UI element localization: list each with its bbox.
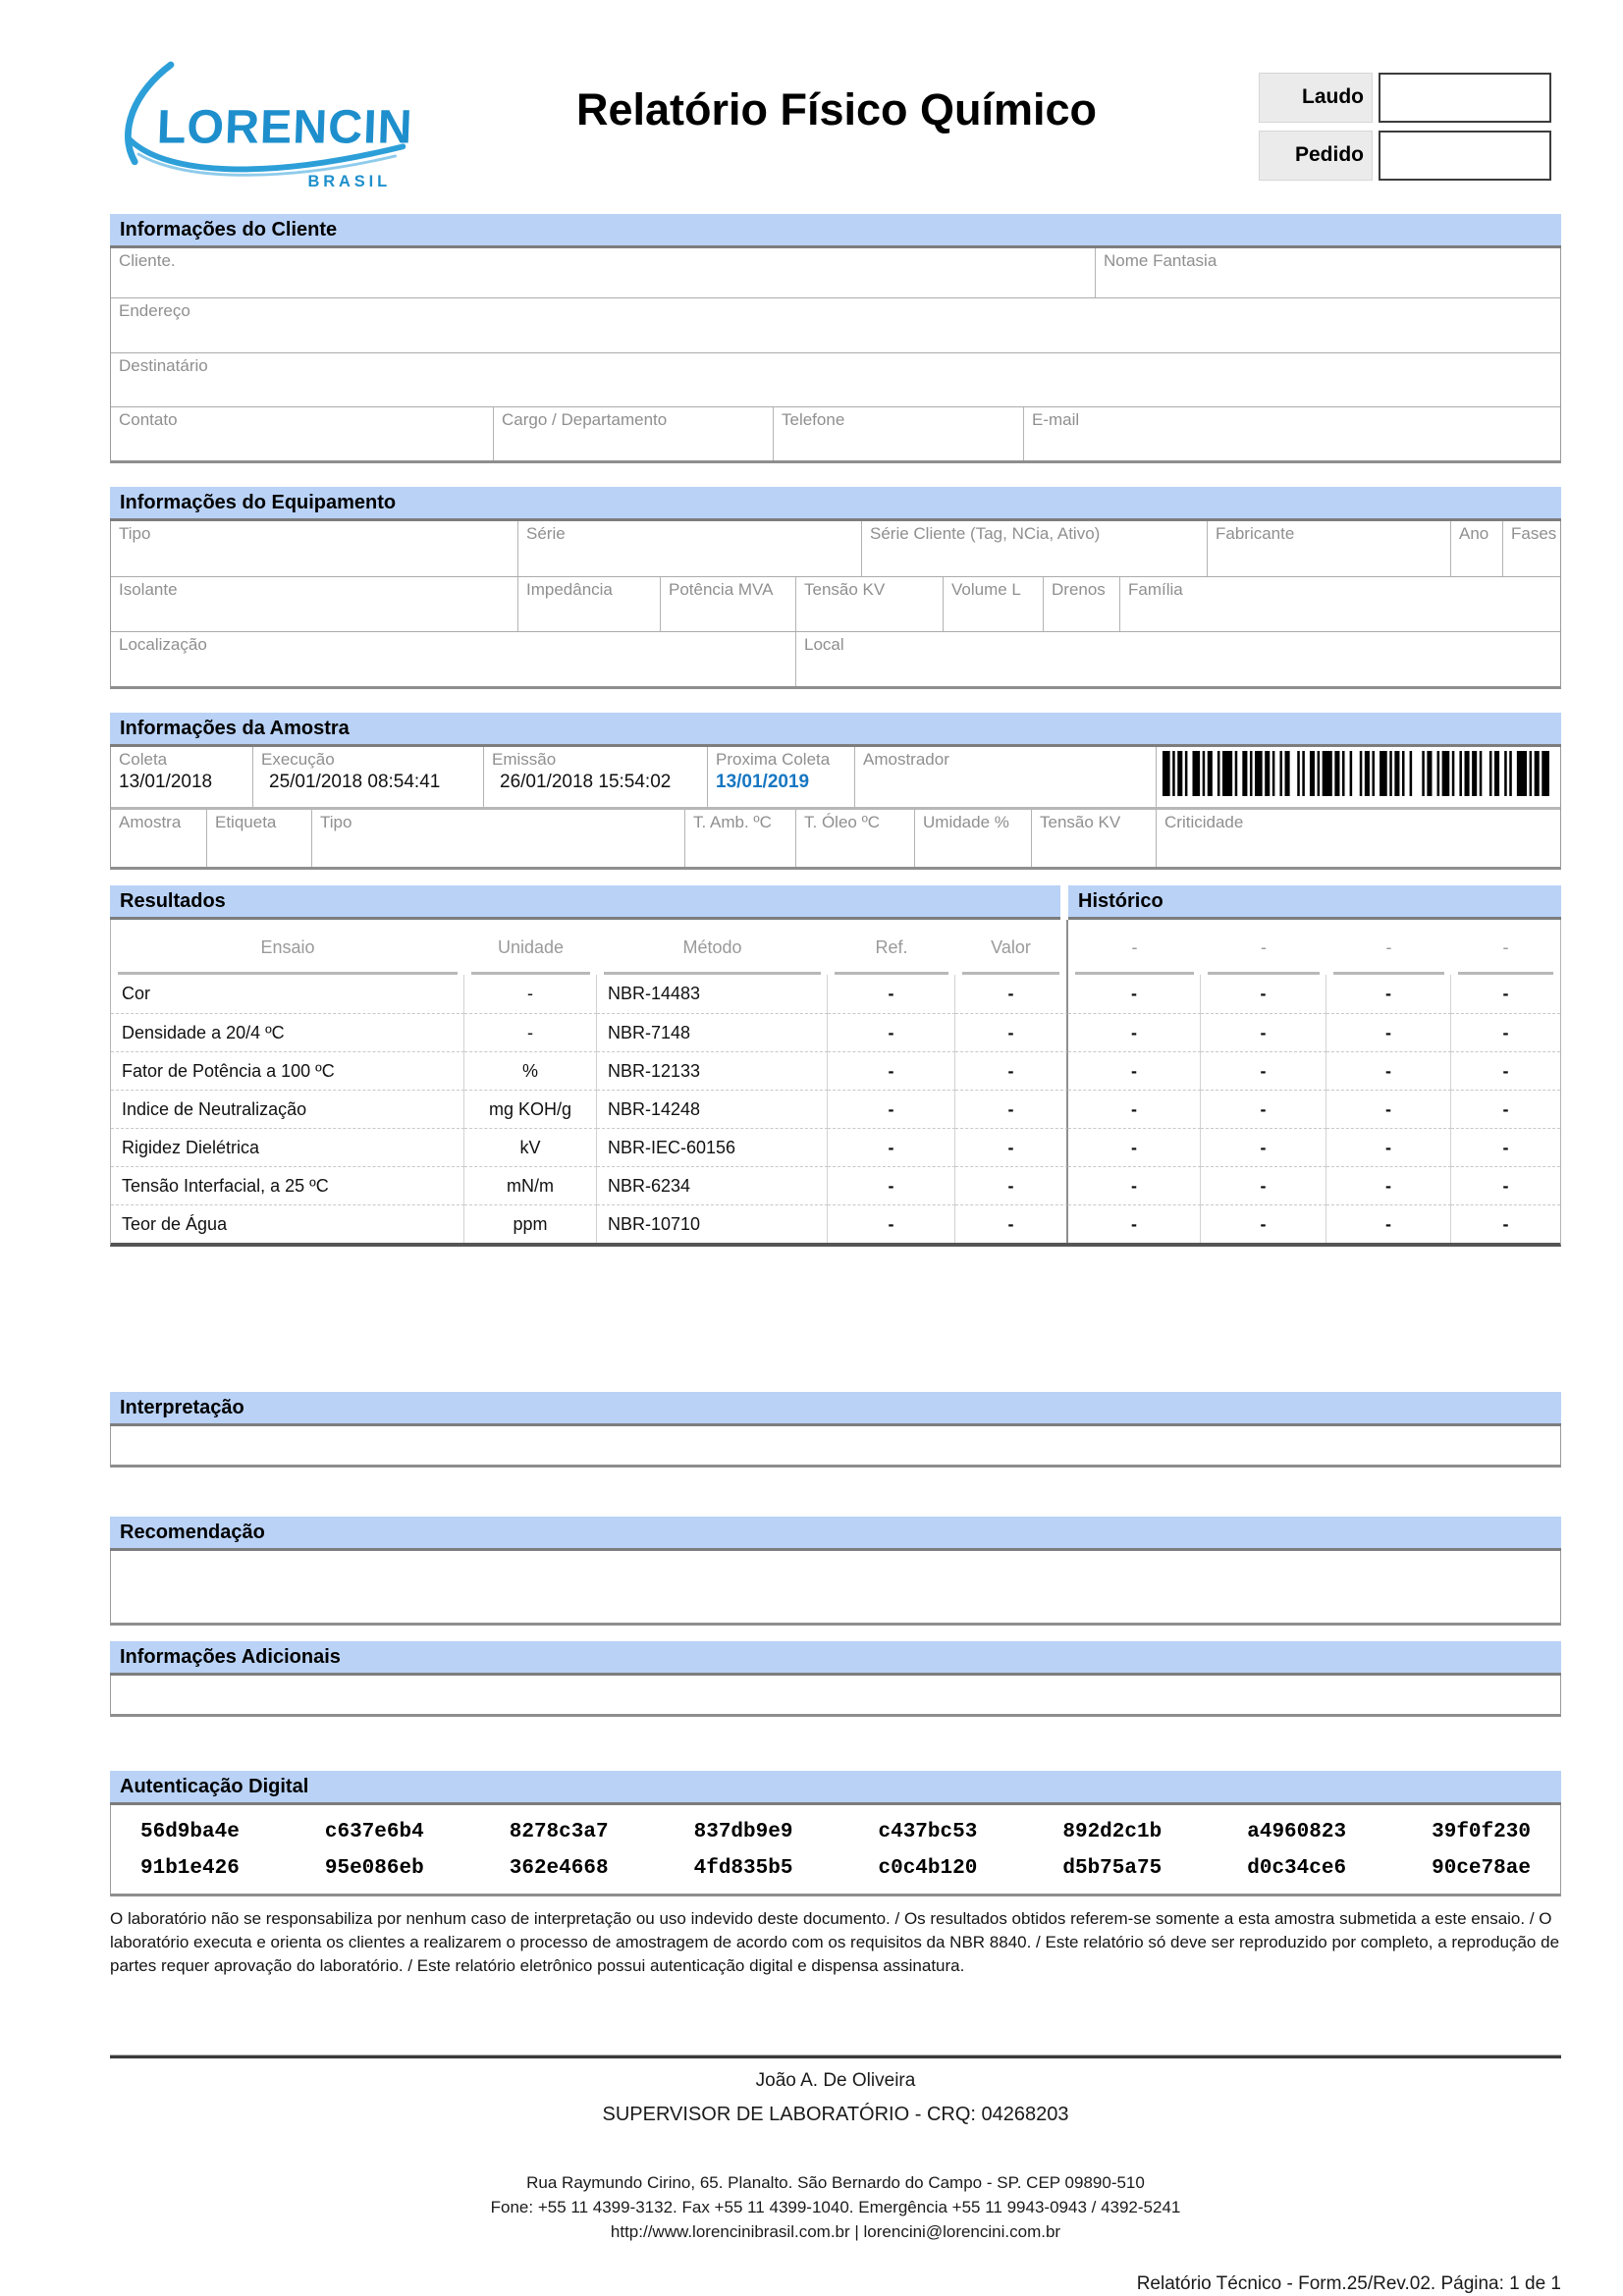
interpretation-box bbox=[110, 1426, 1561, 1468]
cliente-field: Cliente. bbox=[111, 248, 1096, 297]
sample-row-2 bbox=[111, 807, 1560, 867]
result-cell-metodo: NBR-10710 bbox=[597, 1204, 828, 1243]
contato-field: Contato bbox=[111, 407, 494, 460]
result-cell-ref: - bbox=[828, 1166, 955, 1204]
result-cell-h1: - bbox=[1068, 1090, 1201, 1128]
result-row-5 bbox=[111, 1166, 1560, 1204]
result-cell-ensaio: Fator de Potência a 100 ºC bbox=[111, 1051, 464, 1090]
results-header-row bbox=[111, 920, 1560, 975]
result-cell-ref: - bbox=[828, 1090, 955, 1128]
result-cell-h2: - bbox=[1201, 1128, 1326, 1166]
result-cell-ensaio: Tensão Interfacial, a 25 ºC bbox=[111, 1166, 464, 1204]
serie-cliente-field: Série Cliente (Tag, NCia, Ativo) bbox=[862, 521, 1208, 576]
result-cell-h1: - bbox=[1068, 975, 1201, 1013]
col-header-hist-3: - bbox=[1326, 920, 1451, 975]
sample-info-section bbox=[110, 713, 1561, 870]
svg-text:LORENCINI: LORENCINI bbox=[155, 100, 414, 154]
disclaimer-text: O laboratório não se responsabiliza por nenhum caso de interpretação ou uso indevido deste documento. / Os resultados obtidos referem-se somente a esta amostra submetida a este ensaio. / O laboratório executa e orienta os clientes a realizarem o processo de amostragem de acordo com os requisitos da NBR 8840. / Este relatório só deve ser reproduzido por completo, a reprodução de partes requer aprovação do laboratório. / Este relatório eletrônico possui autenticação digital e dispensa assinatura. bbox=[110, 1909, 1560, 1976]
result-cell-valor: - bbox=[955, 1013, 1068, 1051]
result-cell-ensaio: Indice de Neutralização bbox=[111, 1090, 464, 1128]
results-bars bbox=[110, 885, 1561, 920]
svg-text:BRASIL: BRASIL bbox=[307, 172, 391, 190]
serie-field: Série bbox=[518, 521, 862, 576]
laudo-row bbox=[1259, 73, 1561, 123]
auth-code: 4fd835b5 bbox=[693, 1857, 793, 1880]
auth-code: 39f0f230 bbox=[1432, 1821, 1531, 1843]
page-info: Relatório Técnico - Form.25/Rev.02. Página: 1 de 1 bbox=[1136, 2273, 1561, 2295]
equipment-box bbox=[110, 521, 1561, 689]
result-cell-h2: - bbox=[1201, 1204, 1326, 1243]
result-cell-h3: - bbox=[1326, 1090, 1451, 1128]
auth-code: 90ce78ae bbox=[1432, 1857, 1531, 1880]
lorencini-logo-icon bbox=[110, 57, 414, 192]
client-row-4 bbox=[111, 406, 1560, 460]
endereco-field: Endereço bbox=[119, 301, 190, 320]
isolante-field: Isolante bbox=[111, 577, 518, 631]
result-cell-metodo: NBR-14248 bbox=[597, 1090, 828, 1128]
result-cell-h3: - bbox=[1326, 1013, 1451, 1051]
ano-field: Ano bbox=[1451, 521, 1503, 576]
result-cell-metodo: NBR-14483 bbox=[597, 975, 828, 1013]
auth-code: 56d9ba4e bbox=[140, 1821, 240, 1843]
result-cell-metodo: NBR-12133 bbox=[597, 1051, 828, 1090]
destinatario-field: Destinatário bbox=[119, 356, 208, 375]
result-row-3 bbox=[111, 1090, 1560, 1128]
auth-code: a4960823 bbox=[1247, 1821, 1347, 1843]
result-cell-unidade: mN/m bbox=[464, 1166, 597, 1204]
result-cell-valor: - bbox=[955, 1090, 1068, 1128]
interpretation-section bbox=[110, 1392, 1561, 1468]
col-header-unidade: Unidade bbox=[464, 920, 597, 975]
etiqueta-field: Etiqueta bbox=[207, 810, 312, 867]
localizacao-field: Localização bbox=[111, 632, 796, 686]
execucao-value: 25/01/2018 08:54:41 bbox=[269, 772, 441, 792]
cargo-field: Cargo / Departamento bbox=[494, 407, 774, 460]
result-cell-h3: - bbox=[1326, 1051, 1451, 1090]
equipment-row-1 bbox=[111, 521, 1560, 576]
result-cell-h4: - bbox=[1451, 1051, 1560, 1090]
email-field: E-mail bbox=[1032, 410, 1080, 429]
client-row-2 bbox=[111, 297, 1560, 352]
t-oleo-field: T. Óleo ºC bbox=[796, 810, 915, 867]
result-cell-ensaio: Teor de Água bbox=[111, 1204, 464, 1243]
result-row-1 bbox=[111, 1013, 1560, 1051]
result-cell-h4: - bbox=[1502, 984, 1509, 1003]
col-header-valor: Valor bbox=[955, 920, 1068, 975]
client-section-title: Informações do Cliente bbox=[110, 214, 1561, 248]
result-cell-h1: - bbox=[1068, 1204, 1201, 1243]
result-cell-h1: - bbox=[1068, 1051, 1201, 1090]
auth-code-line-1 bbox=[140, 1821, 1531, 1843]
client-row-1 bbox=[111, 248, 1560, 297]
additional-info-box bbox=[110, 1676, 1561, 1717]
result-row-2 bbox=[111, 1051, 1560, 1090]
auth-code: c637e6b4 bbox=[324, 1821, 424, 1843]
result-cell-h4: - bbox=[1451, 1204, 1560, 1243]
results-section bbox=[110, 885, 1561, 1247]
result-cell-h2: - bbox=[1201, 1166, 1326, 1204]
amostra-field: Amostra bbox=[111, 810, 207, 867]
tensao-kv-amostra-field: Tensão KV bbox=[1032, 810, 1157, 867]
result-cell-valor: - bbox=[955, 975, 1068, 1013]
results-section-title: Resultados bbox=[110, 885, 1060, 920]
results-body bbox=[111, 975, 1560, 1243]
equipment-row-2 bbox=[111, 576, 1560, 631]
signature-divider bbox=[110, 2055, 1561, 2058]
result-cell-ensaio: Cor bbox=[111, 975, 464, 1013]
lab-web: http://www.lorencinibrasil.com.br | lorencini@lorencini.com.br bbox=[610, 2221, 1061, 2241]
supervisor-name: João A. De Oliveira bbox=[755, 2070, 916, 2092]
result-cell-ref: - bbox=[828, 1051, 955, 1090]
additional-section-title: Informações Adicionais bbox=[110, 1641, 1561, 1676]
result-cell-h2: - bbox=[1201, 975, 1326, 1013]
result-cell-h2: - bbox=[1201, 1090, 1326, 1128]
supervisor-role: SUPERVISOR DE LABORATÓRIO - CRQ: 04268203 bbox=[602, 2104, 1069, 2126]
result-cell-valor: - bbox=[955, 1128, 1068, 1166]
col-header-hist-1: - bbox=[1068, 920, 1201, 975]
result-cell-h1: - bbox=[1068, 1128, 1201, 1166]
result-cell-ref: - bbox=[828, 1204, 955, 1243]
tipo-amostra-field: Tipo bbox=[312, 810, 685, 867]
recommendation-section bbox=[110, 1517, 1561, 1626]
result-cell-ensaio: Rigidez Dielétrica bbox=[111, 1128, 464, 1166]
auth-code: 8278c3a7 bbox=[509, 1821, 609, 1843]
result-cell-valor: - bbox=[955, 1051, 1068, 1090]
auth-code: d0c34ce6 bbox=[1247, 1857, 1347, 1880]
auth-code: 837db9e9 bbox=[693, 1821, 793, 1843]
result-row-4 bbox=[111, 1128, 1560, 1166]
sample-box bbox=[110, 747, 1561, 870]
result-cell-h4: - bbox=[1451, 1166, 1560, 1204]
result-cell-unidade: kV bbox=[464, 1128, 597, 1166]
fases-field: Fases bbox=[1511, 524, 1557, 543]
additional-info-section bbox=[110, 1641, 1561, 1717]
auth-code: 362e4668 bbox=[509, 1857, 609, 1880]
coleta-field: Coleta 13/01/2018 bbox=[111, 747, 253, 807]
auth-code: c0c4b120 bbox=[878, 1857, 978, 1880]
result-cell-h3: - bbox=[1326, 1166, 1451, 1204]
sample-row-1 bbox=[111, 747, 1560, 807]
col-header-ref: Ref. bbox=[828, 920, 955, 975]
auth-code-line-2 bbox=[140, 1857, 1531, 1880]
lab-address: Rua Raymundo Cirino, 65. Planalto. São Bernardo do Campo - SP. CEP 09890-510 bbox=[526, 2173, 1145, 2193]
pedido-field bbox=[1379, 131, 1551, 181]
pedido-label: Pedido bbox=[1259, 131, 1373, 181]
auth-code: c437bc53 bbox=[878, 1821, 978, 1843]
result-cell-h3: - bbox=[1326, 975, 1451, 1013]
coleta-value: 13/01/2018 bbox=[119, 772, 213, 792]
recommendation-box bbox=[110, 1551, 1561, 1626]
umidade-field: Umidade % bbox=[915, 810, 1032, 867]
auth-code: d5b75a75 bbox=[1062, 1857, 1163, 1880]
amostrador-field: Amostrador bbox=[855, 747, 1157, 807]
lorencini-logo bbox=[110, 57, 414, 192]
familia-field: Família bbox=[1128, 580, 1183, 599]
auth-section-title: Autenticação Digital bbox=[110, 1771, 1561, 1805]
drenos-field: Drenos bbox=[1044, 577, 1120, 631]
barcode-icon bbox=[1163, 751, 1554, 796]
col-header-metodo: Método bbox=[597, 920, 828, 975]
report-header bbox=[110, 57, 1561, 192]
auth-code: 91b1e426 bbox=[140, 1857, 240, 1880]
result-cell-h1: - bbox=[1068, 1013, 1201, 1051]
volume-l-field: Volume L bbox=[944, 577, 1044, 631]
report-page bbox=[110, 0, 1561, 2295]
result-cell-h2: - bbox=[1201, 1051, 1326, 1090]
tipo-field: Tipo bbox=[111, 521, 518, 576]
result-row-0 bbox=[111, 975, 1560, 1013]
local-field: Local bbox=[804, 635, 844, 654]
sample-barcode-cell bbox=[1157, 747, 1560, 807]
proxima-coleta-field: Proxima Coleta 13/01/2019 bbox=[708, 747, 855, 807]
emissao-value: 26/01/2018 15:54:02 bbox=[500, 772, 672, 792]
pedido-row bbox=[1259, 131, 1561, 181]
impedancia-field: Impedância bbox=[518, 577, 661, 631]
proxima-coleta-value: 13/01/2019 bbox=[716, 772, 810, 792]
auth-code: 892d2c1b bbox=[1062, 1821, 1163, 1843]
potencia-mva-field: Potência MVA bbox=[661, 577, 796, 631]
emissao-field: Emissão 26/01/2018 15:54:02 bbox=[484, 747, 708, 807]
page-title: Relatório Físico Químico bbox=[575, 84, 1098, 134]
result-cell-h4: - bbox=[1451, 1090, 1560, 1128]
criticidade-field: Criticidade bbox=[1164, 813, 1244, 831]
laudo-pedido-block bbox=[1259, 73, 1561, 188]
col-header-hist-2: - bbox=[1201, 920, 1326, 975]
lab-contact-block bbox=[110, 2171, 1561, 2244]
equipment-info-section bbox=[110, 487, 1561, 689]
t-amb-field: T. Amb. ºC bbox=[685, 810, 796, 867]
result-cell-unidade: mg KOH/g bbox=[464, 1090, 597, 1128]
result-cell-valor: - bbox=[955, 1204, 1068, 1243]
client-row-3 bbox=[111, 352, 1560, 406]
result-cell-unidade: ppm bbox=[464, 1204, 597, 1243]
result-cell-metodo: NBR-7148 bbox=[597, 1013, 828, 1051]
result-cell-h4: - bbox=[1451, 1128, 1560, 1166]
col-header-hist-4: - bbox=[1451, 920, 1560, 975]
auth-codes-box bbox=[110, 1805, 1561, 1896]
sample-section-title: Informações da Amostra bbox=[110, 713, 1561, 747]
result-cell-unidade: - bbox=[464, 975, 597, 1013]
laudo-field bbox=[1379, 73, 1551, 123]
results-table bbox=[110, 920, 1561, 1247]
recommendation-section-title: Recomendação bbox=[110, 1517, 1561, 1551]
fabricante-field: Fabricante bbox=[1208, 521, 1451, 576]
client-box bbox=[110, 248, 1561, 463]
result-cell-metodo: NBR-6234 bbox=[597, 1166, 828, 1204]
result-cell-ref: - bbox=[828, 975, 955, 1013]
historico-section-title: Histórico bbox=[1068, 885, 1561, 920]
result-cell-h4: - bbox=[1451, 1013, 1560, 1051]
auth-code: 95e086eb bbox=[324, 1857, 424, 1880]
result-cell-h1: - bbox=[1068, 1166, 1201, 1204]
nome-fantasia-field: Nome Fantasia bbox=[1104, 251, 1217, 270]
equipment-row-3 bbox=[111, 631, 1560, 686]
interpretation-section-title: Interpretação bbox=[110, 1392, 1561, 1426]
result-cell-unidade: % bbox=[464, 1051, 597, 1090]
tensao-kv-field: Tensão KV bbox=[796, 577, 944, 631]
lab-phones: Fone: +55 11 4399-3132. Fax +55 11 4399-1040. Emergência +55 11 9943-0943 / 4392-5241 bbox=[490, 2198, 1181, 2217]
result-cell-h3: - bbox=[1326, 1204, 1451, 1243]
result-cell-ref: - bbox=[828, 1013, 955, 1051]
result-cell-metodo: NBR-IEC-60156 bbox=[597, 1128, 828, 1166]
result-cell-h2: - bbox=[1201, 1013, 1326, 1051]
result-cell-ref: - bbox=[828, 1128, 955, 1166]
execucao-field: Execução 25/01/2018 08:54:41 bbox=[253, 747, 484, 807]
equipment-section-title: Informações do Equipamento bbox=[110, 487, 1561, 521]
digital-auth-section bbox=[110, 1771, 1561, 1896]
client-info-section bbox=[110, 214, 1561, 463]
telefone-field: Telefone bbox=[774, 407, 1024, 460]
result-cell-h3: - bbox=[1326, 1128, 1451, 1166]
result-cell-ensaio: Densidade a 20/4 ºC bbox=[111, 1013, 464, 1051]
result-cell-valor: - bbox=[955, 1166, 1068, 1204]
result-row-6 bbox=[111, 1204, 1560, 1243]
laudo-label: Laudo bbox=[1259, 73, 1373, 123]
col-header-ensaio: Ensaio bbox=[111, 920, 464, 975]
result-cell-unidade: - bbox=[464, 1013, 597, 1051]
